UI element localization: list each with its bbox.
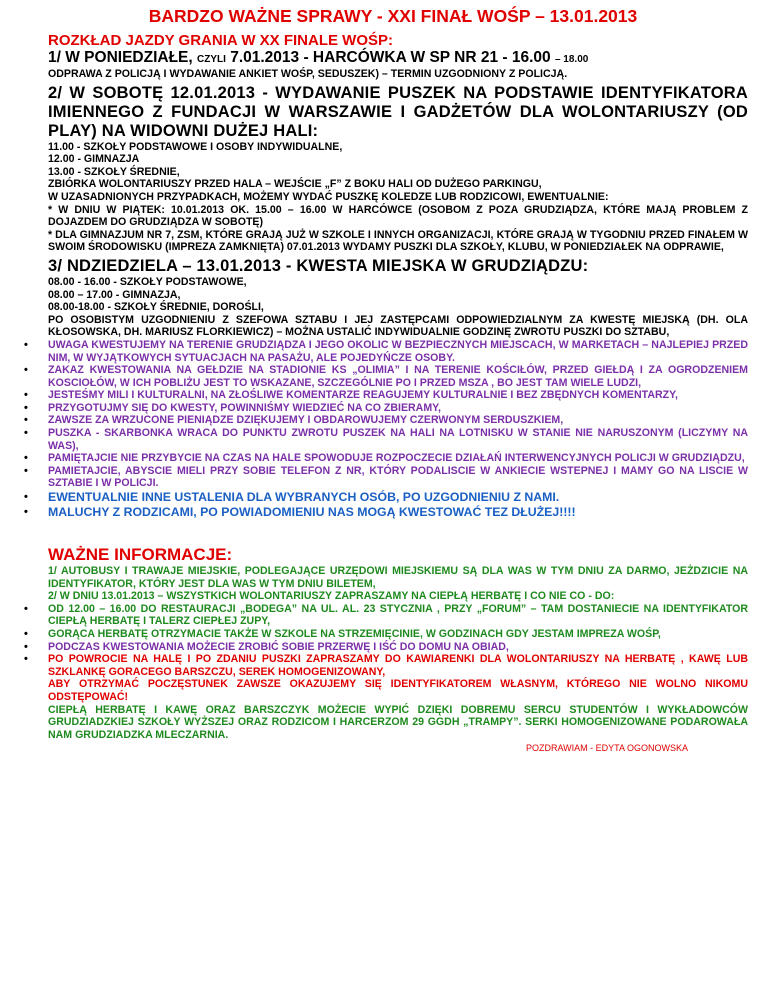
item2-line: W UZASADNIONYCH PRZYPADKACH, MOŻEMY WYDAĆ PUSZKĘ KOLEDZE LUB RODZICOWI, EWENTUALNIE: bbox=[48, 190, 609, 203]
final-note-line: • EWENTUALNIE INNE USTALENIA DLA WYBRANYCH OSÓB, PO UZGODNIENIU Z NAMI. bbox=[48, 490, 748, 505]
info-thanks: CIEPŁĄ HERBATĘ I KAWĘ ORAZ BARSZCZYK MOŻECIE WYPIĆ DZIĘKI DOBREMU SERCU STUDENTÓW I WYKŁADOWCÓW GRUDZIADZKIEJ SZKOŁY WYŻSZEJ ORAZ RODZICOM I HARCERZOM 29 GGDH „TRAMPY”. SERKI HOMOGENIZOWANE PODAROWAŁA NAM GRUDZIADZKA MLECZARNIA. bbox=[48, 703, 748, 741]
item2-lines bbox=[48, 141, 748, 254]
info-line: 1/ AUTOBUSY I TRAWAJE MIEJSKIE, PODLEGAJĄCE URZĘDOWI MIEJSKIEMU SĄ DLA WAS W TYM DNIU ZA DARMO, JEŻDZICIE NA IDENTYFIKATOR, KTÓRY JEST DLA WAS W TYM DNIU BILETEM, bbox=[48, 565, 748, 590]
info-heading: WAŻNE INFORMACJE: bbox=[48, 545, 233, 565]
signature: POZDRAWIAM - EDYTA OGONOWSKA bbox=[525, 743, 688, 754]
item3-line: 08.00 – 17.00 - GIMNAZJA, bbox=[48, 288, 181, 301]
item1-body: ODPRAWA Z POLICJĄ I WYDAWANIE ANKIET WOŚP, SEDUSZEK) – TERMIN UZGODNIONY Z POLICJĄ. bbox=[48, 68, 568, 80]
item1-part-a: 1/ W PONIEDZIAŁE bbox=[48, 49, 189, 66]
list-item: • ZAWSZE ZA WRZUCONE PIENIĄDZE DZIĘKUJEMY I OBDAROWUJEMY CZERWONYM SERDUSZKIEM, bbox=[48, 414, 748, 427]
item3-line: PO OSOBISTYM UZGODNIENIU Z SZEFOWA SZTABU I JEJ ZASTĘPCAMI ODPOWIEDZIALNYM ZA KWESTĘ MIEJSKĄ (DH. OLA KŁOSOWSKA, DH. MARIUSZ FLORKIEWICZ) – MOŻNA USTALIĆ INDYWIDUALNIE GODZINĘ ZWROTU PUSZKI DO SZTABU, bbox=[48, 313, 748, 339]
item1-part-d: 7.01.2013 - HARCÓWKA W SP NR 21 - 16.00 bbox=[225, 49, 555, 66]
item1-part-b: , bbox=[188, 49, 197, 66]
item2-line: ZBIÓRKA WOLONTARIUSZY PRZED HALA – WEJŚCIE „F” Z BOKU HALI OD DUŻEGO PARKINGU, bbox=[48, 178, 542, 191]
item3-lines bbox=[48, 276, 748, 339]
document-title: BARDZO WAŻNE SPRAWY - XXI FINAŁ WOŚP – 13.01.2013 bbox=[148, 6, 638, 26]
item2-line: 11.00 - SZKOŁY PODSTAWOWE I OSOBY INDYWIDUALNE, bbox=[48, 140, 343, 153]
final-note-line-2: • MALUCHY Z RODZICAMI, PO POWIADOMIENIU NAS MOGĄ KWESTOWAĆ TEZ DŁUŻEJ!!!! bbox=[48, 505, 748, 520]
item3-line: 08.00 - 16.00 - SZKOŁY PODSTAWOWE, bbox=[48, 275, 247, 288]
list-item: • UWAGA KWESTUJEMY NA TERENIE GRUDZIĄDZA I JEGO OKOLIC W BEZPIECZNYCH MIEJSCACH, W MARKETACH – NAJLEPIEJ PRZED NIM, W WYJĄTKOWYCH SYTUACJACH NA PASAŻU, ALE POJEDYŃCZE OSOBY. bbox=[48, 339, 748, 364]
item1-part-e: – 18.00 bbox=[554, 54, 589, 65]
item2-line: 13.00 - SZKOŁY ŚREDNIE, bbox=[48, 165, 180, 178]
list-item: • JESTEŚMY MILI I KULTURALNI, NA ZŁOŚLIWE KOMENTARZE REAGUJEMY KULTURALNIE I BEZ ZBĘDNYCH KOMENTARZY, bbox=[48, 389, 748, 402]
item1-heading bbox=[48, 49, 748, 68]
item2-line: * W DNIU W PIĄTEK: 10.01.2013 OK. 15.00 – 16.00 W HARCÓWCE (OSOBOM Z POZA GRUDZIĄDZA, KTÓRE MAJĄ PROBLEM Z DOJAZDEM DO GRUDZIĄDZA W SOBOTĘ) bbox=[48, 203, 748, 229]
list-item: • ZAKAZ KWESTOWANIA NA GEŁDZIE NA STADIONIE KS „OLIMIA” I NA TERENIE KOŚCIŁÓW, PRZED GIEŁDĄ I ZA OGRODZENIEM KOSCIOŁÓW, W ICH POBLIŻU JEST TO WSKAZANE, SZCZEGÓLNIE PO I PRZED MSZA , BO JEST TAM WIELE LUDZI, bbox=[48, 364, 748, 389]
list-item: • PUSZKA - SKARBONKA WRACA DO PUNKTU ZWROTU PUSZEK NA HALI NA LOTNISKU W STANIE NIE NARUSZONYM (LICZYMY NA WAS), bbox=[48, 427, 748, 452]
item1-part-c: CZYLI bbox=[197, 54, 226, 65]
document bbox=[48, 0, 748, 753]
info-bullet: • GORĄCA HERBATĘ OTRZYMACIE TAKŻE W SZKOLE NA STRZEMIĘCINIE, W GODZINACH GDY JESTAM IMPREZA WOŚP, bbox=[48, 628, 748, 641]
info-section bbox=[48, 565, 748, 641]
info-bullet: • PO POWROCIE NA HALĘ I PO ZDANIU PUSZKI ZAPRASZAMY DO KAWIARENKI DLA WOLONTARIUSZY NA HERBATĘ , KAWĘ LUB SZKLANKĘ GORACEGO BARSZCZU, SEREK HOMOGENIZOWANY, bbox=[48, 653, 748, 678]
item2-line: * DLA GIMNAZJUM NR 7, ZSM, KTÓRE GRAJĄ JUŻ W SZKOLE I INNYCH ORGANIZACJI, KTÓRE GRAJĄ W TYGODNIU PRZED FINAŁEM W SWOIM ŚRODOWISKU (IMPREZA ZAMKNIĘTA) 07.01.2013 WYDAMY PUSZKI DLA SZKOŁY, KLUBU, W PONIEDZIAŁEK NA ODPRAWIE, bbox=[48, 228, 748, 254]
info-line: 2/ W DNIU 13.01.2013 – WSZYSTKICH WOLONTARIUSZY ZAPRASZAMY NA CIEPŁĄ HERBATĘ I CO NIE CO - DO: bbox=[48, 590, 615, 603]
info-bullet: • PODCZAS KWESTOWANIA MOŻECIE ZROBIĆ SOBIE PRZERWĘ I IŚĆ DO DOMU NA OBIAD, bbox=[48, 641, 748, 654]
list-item: • PAMIETAJCIE, ABYSCIE MIELI PRZY SOBIE TELEFON Z NR, KTÓRY PODALISCIE W ANKIECIE WSTEPNEJ I MAMY GO NA LISCIE W SZTABIE I W POLICJI. bbox=[48, 465, 748, 490]
info-bullet: • OD 12.00 – 16.00 DO RESTAURACJI „BODEGA” NA UL. AL. 23 STYCZNIA , PRZY „FORUM” – TAM DOSTANIECIE NA IDENTYFIKATOR CIEPŁĄ HERBATĘ I TALERZ CIEPŁEJ ZUPY, bbox=[48, 603, 748, 628]
schedule-heading: ROZKŁAD JAZDY GRANIA W XX FINALE WOŚP: bbox=[48, 32, 393, 49]
final-note bbox=[48, 490, 748, 519]
rules-list bbox=[48, 339, 748, 490]
item3-line: 08.00-18.00 - SZKOŁY ŚREDNIE, DOROŚLI, bbox=[48, 301, 264, 314]
item2-line: 12.00 - GIMNAZJA bbox=[48, 153, 140, 166]
info-warning: ABY OTRZYMAĆ POCZĘSTUNEK ZAWSZE OKAZUJEMY SIĘ IDENTYFIKATOREM WŁASNYM, KTÓREGO NIE WOLNO NIKOMU ODSTĘPOWAĆ! bbox=[48, 678, 748, 703]
list-item: • PRZYGOTUJMY SIĘ DO KWESTY, POWINNIŚMY WIEDZIEĆ NA CO ZBIERAMY, bbox=[48, 402, 748, 415]
list-item: • PAMIĘTAJCIE NIE PRZYBYCIE NA CZAS NA HALE SPOWODUJE ROZPOCZECIE DZIAŁAŃ INTERWENCYJNYCH POLICJI W GRUDZIĄDZU, bbox=[48, 452, 748, 465]
item2-heading: 2/ W SOBOTĘ 12.01.2013 - WYDAWANIE PUSZEK NA PODSTAWIE IDENTYFIKATORA IMIENNEGO Z FUNDACJI W WARSZAWIE I GADŻETÓW DLA WOLONTARIUSZY (OD PLAY) NA WIDOWNI DUŻEJ HALI: bbox=[48, 83, 748, 140]
item3-heading: 3/ NDZIEDZIELA – 13.01.2013 - KWESTA MIEJSKA W GRUDZIĄDZU: bbox=[48, 256, 589, 275]
